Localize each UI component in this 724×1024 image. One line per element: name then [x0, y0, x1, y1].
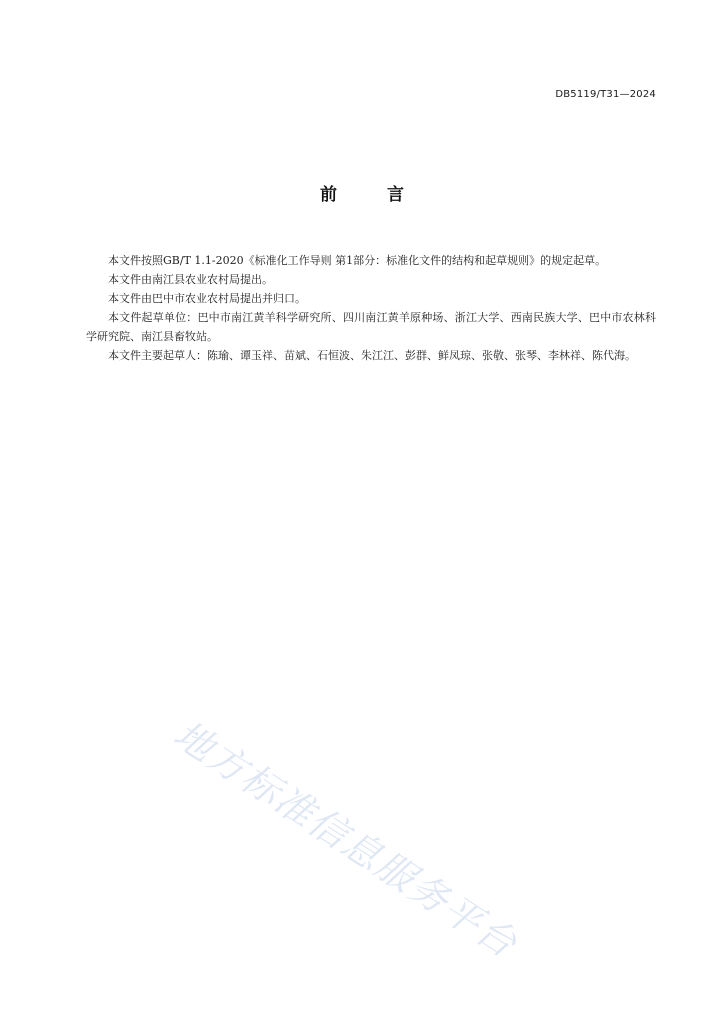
paragraph-drafters: 本文件主要起草人：陈瑜、谭玉祥、苗斌、石恒波、朱江江、彭群、鲜凤琼、张敬、张琴、李林祥、陈代海。 — [108, 349, 636, 362]
foreword-body — [86, 251, 656, 365]
paragraph-proposer: 本文件由南江县农业农村局提出。 — [108, 273, 273, 286]
page-title: 前 言 — [320, 185, 426, 205]
paragraph-administrator: 本文件由巴中市农业农村局提出并归口。 — [108, 292, 306, 305]
document-code: DB5119/T31—2024 — [555, 89, 656, 100]
paragraph-drafting-standard: 本文件按照GB/T 1.1-2020《标准化工作导则 第1部分：标准化文件的结构和起草规则》的规定起草。 — [108, 254, 607, 267]
paragraph-drafting-units: 本文件起草单位：巴中市南江黄羊科学研究所、四川南江黄羊原种场、浙江大学、西南民族大学、巴中市农林科学研究院、南江县畜牧站。 — [86, 311, 656, 343]
watermark: 地方标准信息服务平台 — [166, 711, 526, 967]
